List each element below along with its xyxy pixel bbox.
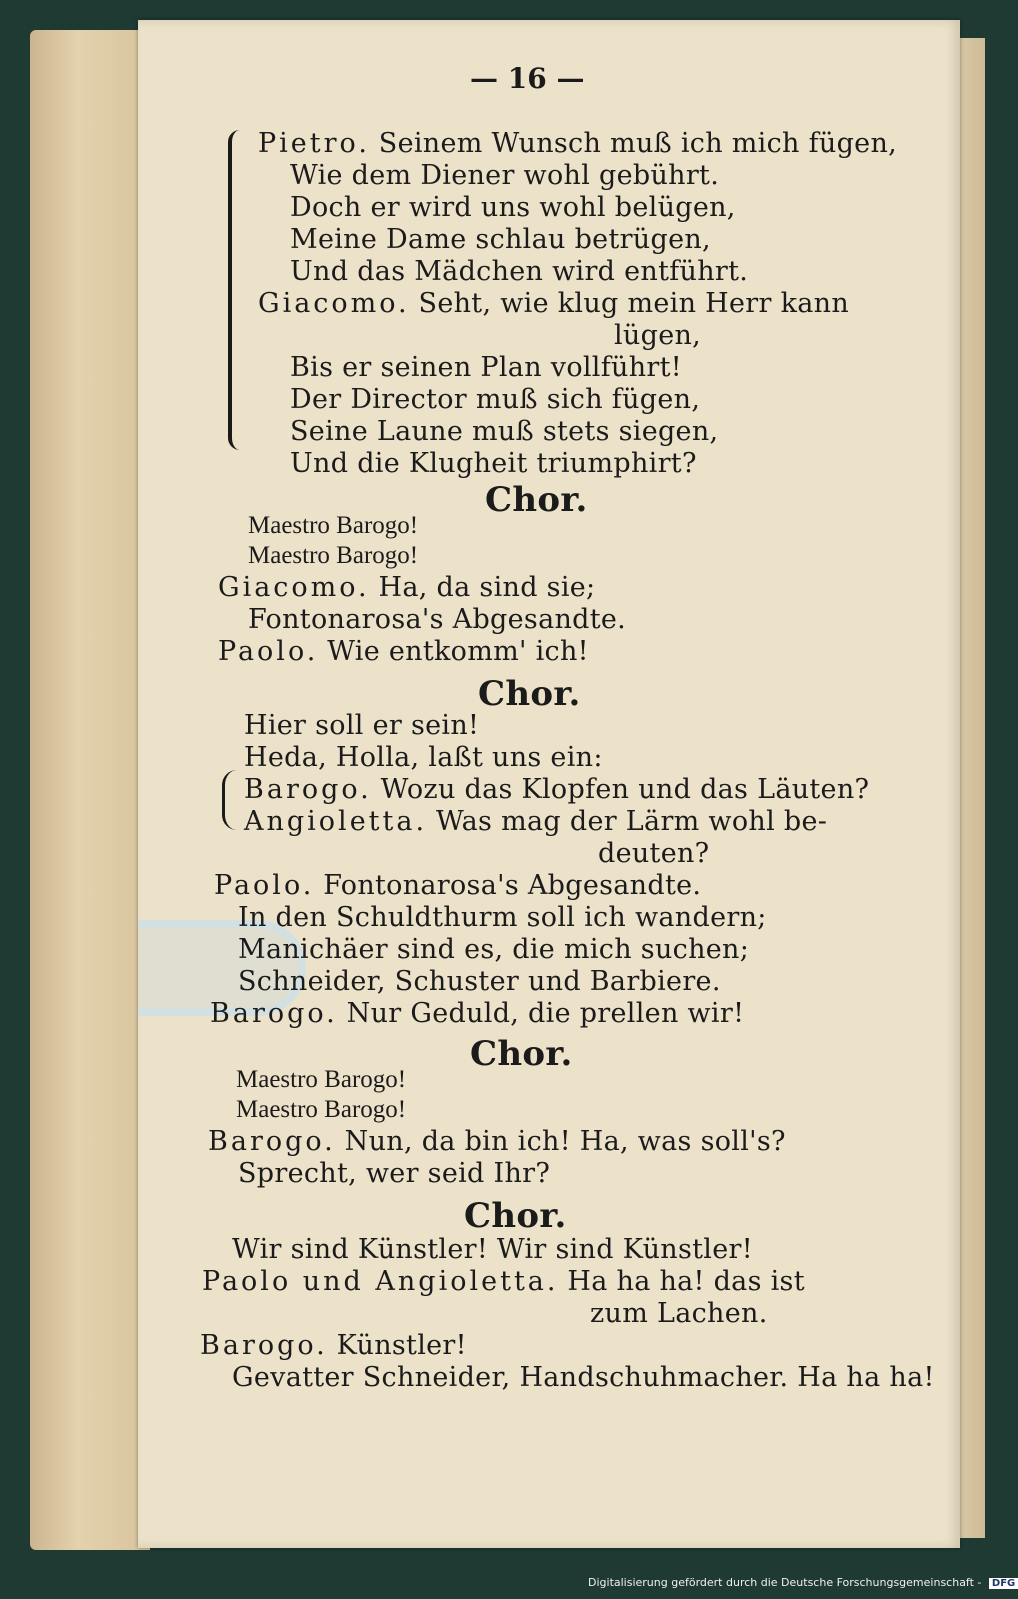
speaker-name: Barogo. — [244, 774, 372, 805]
line-text: Künstler! — [336, 1330, 467, 1361]
speaker-name: Barogo. — [208, 1126, 336, 1157]
speaker-name: Pietro. — [258, 128, 370, 159]
verse-line — [208, 1126, 786, 1157]
page-number: — 16 — — [470, 62, 585, 95]
verse-line — [202, 1266, 805, 1297]
speaker-name: Giacomo. — [218, 572, 370, 603]
verse-line — [290, 352, 682, 383]
speaker-name: Paolo und Angioletta. — [202, 1266, 559, 1297]
speaker-name: Barogo. — [210, 998, 338, 1029]
line-text: Und die Klugheit triumphirt? — [290, 448, 697, 479]
duet-bracket-small — [222, 770, 237, 830]
section-heading-chor — [470, 1034, 573, 1074]
line-text: Nun, da bin ich! Ha, was soll's? — [344, 1126, 786, 1157]
speaker-name: Barogo. — [200, 1330, 328, 1361]
speaker-name: Angioletta. — [244, 806, 428, 837]
duet-bracket — [228, 130, 242, 450]
heading-text: Chor. — [470, 1034, 573, 1074]
verse-line — [290, 448, 697, 479]
line-text: deuten? — [598, 838, 710, 869]
verse-line — [218, 636, 589, 667]
verse-line — [290, 160, 719, 191]
footer-credit — [588, 1576, 1018, 1589]
line-text: In den Schuldthurm soll ich wandern; — [238, 902, 767, 933]
verse-line — [214, 870, 701, 901]
dfg-logo: DFG — [989, 1578, 1018, 1589]
verse-line — [290, 256, 748, 287]
speaker-name: Paolo. — [214, 870, 315, 901]
speaker-name: Paolo. — [218, 636, 319, 667]
verse-line — [244, 806, 827, 837]
line-text: Maestro Barogo! — [248, 542, 419, 569]
verse-line — [238, 902, 767, 933]
line-text: Schneider, Schuster und Barbiere. — [238, 966, 721, 997]
line-text: Seht, wie klug mein Herr kann — [418, 288, 850, 319]
line-text: Fontonarosa's Abgesandte. — [248, 604, 627, 635]
verse-line — [258, 128, 897, 159]
verse-line — [236, 1066, 406, 1094]
line-text: zum Lachen. — [590, 1298, 768, 1329]
verse-line — [248, 512, 418, 540]
line-text: Fontonarosa's Abgesandte. — [323, 870, 702, 901]
verse-line — [590, 1298, 768, 1329]
line-text: Maestro Barogo! — [236, 1066, 407, 1093]
verse-line — [244, 710, 479, 741]
line-text: Manichäer sind es, die mich suchen; — [238, 934, 750, 965]
heading-text: Chor. — [485, 480, 588, 520]
verse-line — [248, 542, 418, 570]
line-text: Der Director muß sich fügen, — [290, 384, 701, 415]
verse-line — [244, 742, 603, 773]
line-text: Maestro Barogo! — [236, 1096, 407, 1123]
line-text: Gevatter Schneider, Handschuhmacher. Ha ha ha! — [232, 1362, 935, 1393]
line-text: Wozu das Klopfen und das Läuten? — [380, 774, 870, 805]
line-text: Nur Geduld, die prellen wir! — [346, 998, 745, 1029]
section-heading-chor — [478, 674, 581, 714]
verse-line — [236, 1096, 406, 1124]
verse-line — [614, 320, 701, 351]
line-text: lügen, — [614, 320, 702, 351]
book-left-pages-edge — [30, 30, 150, 1550]
line-text: Sprecht, wer seid Ihr? — [238, 1158, 551, 1189]
line-text: Doch er wird uns wohl belügen, — [290, 192, 736, 223]
heading-text: Chor. — [478, 674, 581, 714]
line-text: Ha ha ha! das ist — [567, 1266, 805, 1297]
line-text: Was mag der Lärm wohl be- — [435, 806, 828, 837]
line-text: Heda, Holla, laßt uns ein: — [244, 742, 603, 773]
verse-line — [290, 224, 711, 255]
verse-line — [598, 838, 709, 869]
line-text: Ha, da sind sie; — [378, 572, 596, 603]
verse-line — [258, 288, 849, 319]
line-text: Meine Dame schlau betrügen, — [290, 224, 711, 255]
verse-line — [290, 416, 718, 447]
heading-text: Chor. — [464, 1196, 567, 1236]
verse-line — [244, 774, 869, 805]
line-text: Seine Laune muß stets siegen, — [290, 416, 719, 447]
verse-line — [210, 998, 744, 1029]
line-text: Maestro Barogo! — [248, 512, 419, 539]
verse-line — [248, 604, 626, 635]
footer-text: Digitalisierung gefördert durch die Deutsche Forschungsgemeinschaft - — [588, 1576, 982, 1589]
line-text: Wie dem Diener wohl gebührt. — [290, 160, 720, 191]
section-heading-chor — [485, 480, 588, 520]
line-text: Wie entkomm' ich! — [327, 636, 589, 667]
line-text: Wir sind Künstler! Wir sind Künstler! — [232, 1234, 753, 1265]
verse-line — [238, 934, 749, 965]
verse-line — [232, 1234, 753, 1265]
verse-line — [290, 384, 700, 415]
line-text: Hier soll er sein! — [244, 710, 480, 741]
verse-line — [238, 966, 721, 997]
line-text: Und das Mädchen wird entführt. — [290, 256, 749, 287]
verse-line — [238, 1158, 550, 1189]
line-text: Seinem Wunsch muß ich mich fügen, — [378, 128, 898, 159]
verse-line — [200, 1330, 467, 1361]
speaker-name: Giacomo. — [258, 288, 410, 319]
verse-line — [218, 572, 595, 603]
section-heading-chor — [464, 1196, 567, 1236]
verse-line — [232, 1362, 935, 1393]
verse-line — [290, 192, 736, 223]
line-text: Bis er seinen Plan vollführt! — [290, 352, 682, 383]
